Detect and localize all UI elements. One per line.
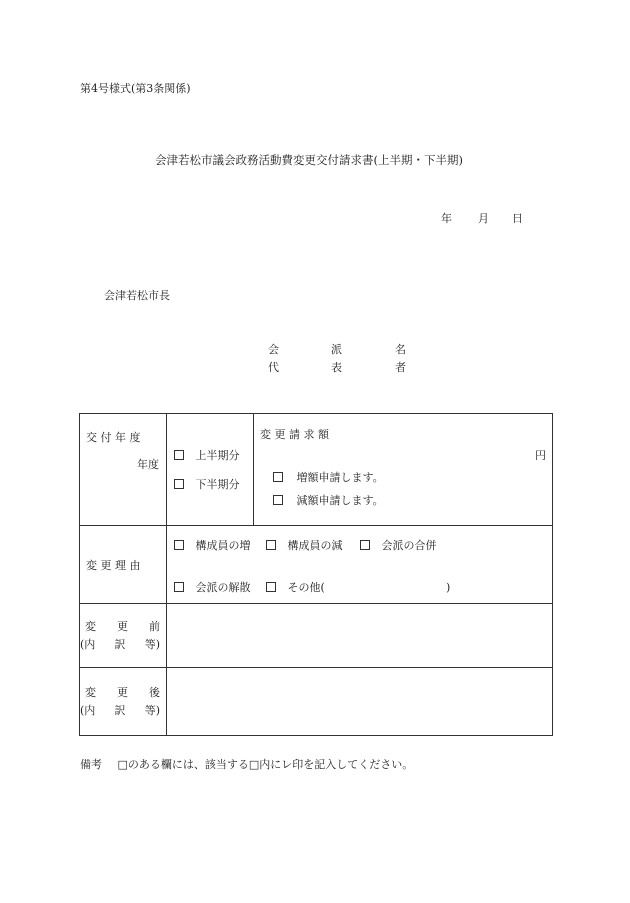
note bbox=[80, 759, 413, 770]
after-label-3: 後 bbox=[149, 686, 160, 699]
first-half-option[interactable] bbox=[174, 450, 240, 461]
reason-add-member-checkbox[interactable] bbox=[174, 540, 184, 550]
signer-sha: 者 bbox=[395, 361, 406, 374]
first-half-checkbox[interactable] bbox=[174, 450, 184, 460]
increase-option[interactable] bbox=[273, 472, 384, 483]
after-label-2: 更 bbox=[117, 686, 128, 699]
reason-remove-member-checkbox[interactable] bbox=[266, 540, 276, 550]
form-number: 第4号様式(第3条関係) bbox=[80, 82, 191, 95]
reason-remove-member-label: 構成員の減 bbox=[287, 539, 343, 552]
increase-label: 増額申請します。 bbox=[296, 471, 384, 484]
reason-remove-member-option[interactable] bbox=[266, 540, 343, 551]
date-year: 年 bbox=[441, 212, 452, 225]
signer-ha: 派 bbox=[331, 343, 342, 356]
date-month: 月 bbox=[478, 212, 489, 225]
change-amount-label: 変 更 請 求 額 bbox=[260, 428, 329, 441]
before-label-1: 変 bbox=[85, 620, 96, 633]
fiscal-year-header: 交 付 年 度 bbox=[86, 431, 141, 444]
before-label bbox=[85, 621, 160, 632]
reason-other-option[interactable] bbox=[266, 582, 325, 593]
after-label-1: 変 bbox=[85, 686, 96, 699]
before-sub-1: (内 bbox=[80, 638, 96, 651]
reason-other-checkbox[interactable] bbox=[266, 582, 276, 592]
reason-merge-checkbox[interactable] bbox=[360, 540, 370, 550]
decrease-checkbox[interactable] bbox=[273, 495, 283, 505]
before-sub-3: 等) bbox=[144, 638, 160, 651]
before-label-2: 更 bbox=[117, 620, 128, 633]
addressee: 会津若松市長 bbox=[104, 289, 170, 302]
after-sub-2: 訳 bbox=[114, 704, 126, 717]
reason-dissolve-label: 会派の解散 bbox=[195, 581, 251, 594]
decrease-option[interactable] bbox=[273, 495, 384, 506]
reason-add-member-label: 構成員の増 bbox=[195, 539, 251, 552]
document-title: 会津若松市議会政務活動費変更交付請求書(上半期・下半期) bbox=[155, 153, 463, 167]
reason-add-member-option[interactable] bbox=[174, 540, 251, 551]
after-sub-1: (内 bbox=[80, 704, 96, 717]
first-half-label: 上半期分 bbox=[195, 449, 240, 462]
signer-hyo: 表 bbox=[331, 361, 342, 374]
before-content-field[interactable] bbox=[168, 605, 551, 666]
reason-other-close: ) bbox=[446, 581, 451, 594]
reason-merge-option[interactable] bbox=[360, 540, 437, 551]
before-label-3: 前 bbox=[149, 620, 160, 633]
after-content-field[interactable] bbox=[168, 669, 551, 734]
increase-checkbox[interactable] bbox=[273, 472, 283, 482]
note-label: 備考 bbox=[80, 758, 102, 771]
signer-mei: 名 bbox=[395, 343, 406, 356]
before-sub-label bbox=[80, 639, 160, 650]
second-half-checkbox[interactable] bbox=[174, 479, 184, 489]
decrease-label: 減額申請します。 bbox=[296, 494, 384, 507]
after-sub-3: 等) bbox=[144, 704, 160, 717]
second-half-label: 下半期分 bbox=[195, 478, 240, 491]
date-day: 日 bbox=[512, 212, 523, 225]
note-text: □のある欄には、該当する□内にレ印を記入してください。 bbox=[117, 758, 414, 771]
reason-merge-label: 会派の合併 bbox=[381, 539, 437, 552]
reason-other-label: その他( bbox=[287, 581, 325, 594]
after-sub-label bbox=[80, 705, 160, 716]
fiscal-year-suffix: 年度 bbox=[137, 458, 159, 471]
reason-dissolve-checkbox[interactable] bbox=[174, 582, 184, 592]
after-label bbox=[85, 687, 160, 698]
yen-unit: 円 bbox=[535, 449, 546, 462]
reason-label: 変 更 理 由 bbox=[86, 559, 141, 572]
reason-dissolve-option[interactable] bbox=[174, 582, 251, 593]
signer-kai: 会 bbox=[268, 343, 279, 356]
before-sub-2: 訳 bbox=[114, 638, 126, 651]
second-half-option[interactable] bbox=[174, 479, 240, 490]
signer-dai: 代 bbox=[268, 361, 279, 374]
